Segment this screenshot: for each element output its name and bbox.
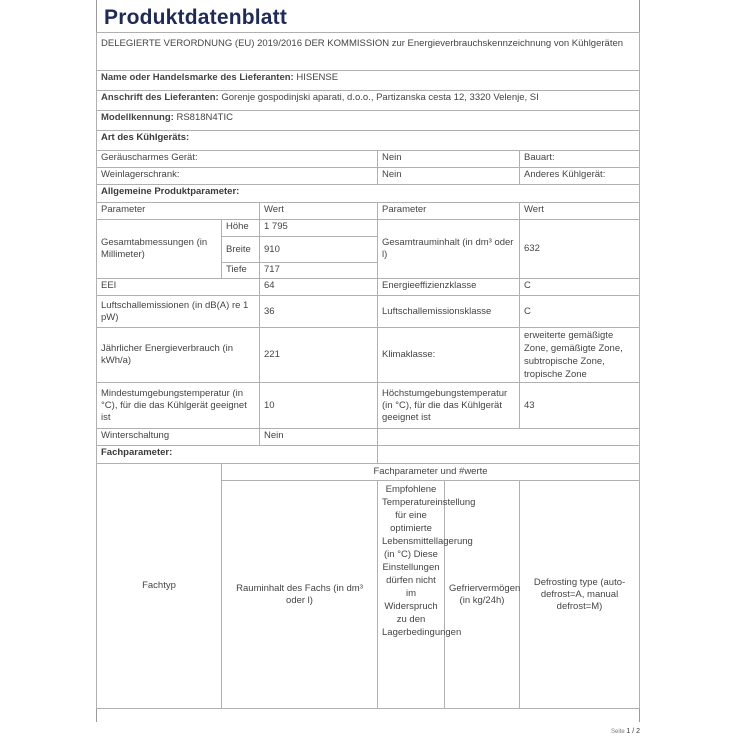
page-title: Produktdatenblatt <box>104 6 288 29</box>
depth-value: 717 <box>260 263 378 279</box>
head-param: Parameter <box>378 203 520 220</box>
address-row <box>97 91 640 111</box>
param-label: Höchstumgebungstemperatur (in °C), für die das Kühlgerät geeignet ist <box>378 383 520 429</box>
regulation-text: DELEGIERTE VERORDNUNG (EU) 2019/2016 DER KOMMISSION zur Energieverbrauchskennzeichnung von Kühlgeräten <box>97 33 640 71</box>
type-label: Weinlagerschrank: <box>97 168 378 185</box>
type-value: Nein <box>378 168 520 185</box>
param-label: Luftschallemissionen (in dB(A) re 1 pW) <box>97 296 260 328</box>
address-label: Anschrift des Lieferanten: <box>101 92 219 103</box>
param-label: Luftschallemissionsklasse <box>378 296 520 328</box>
param-label: Jährlicher Energieverbrauch (in kWh/a) <box>97 328 260 383</box>
volume-label: Gesamtrauminhalt (in dm³ oder l) <box>378 220 520 279</box>
fach-col-temp: Empfohlene Temperatureinstellung für eine optimierte Lebensmittellagerung (in °C) Diese Einstellungen dürfen nicht im Widerspruch zu den Lagerbedingungen <box>378 481 445 709</box>
winter-label: Winterschaltung <box>97 429 260 446</box>
model-value: RS818N4TIC <box>176 112 233 123</box>
param-value: erweiterte gemäßigte Zone, gemäßigte Zone, subtropische Zone, tropische Zone <box>520 328 640 383</box>
volume-value: 632 <box>520 220 640 279</box>
param-label: Mindestumgebungstemperatur (in °C), für die das Kühlgerät geeignet ist <box>97 383 260 429</box>
param-label: Klimaklasse: <box>378 328 520 383</box>
param-label: Energieeffizienzklasse <box>378 279 520 296</box>
type-section-heading: Art des Kühlgeräts: <box>97 131 640 151</box>
general-section-heading: Allgemeine Produktparameter: <box>97 185 640 203</box>
footer-prefix: Seite <box>611 729 625 735</box>
datasheet-table <box>96 32 640 709</box>
param-value: 64 <box>260 279 378 296</box>
param-value: C <box>520 279 640 296</box>
fach-col-type: Fachtyp <box>97 464 222 709</box>
fach-group-header: Fachparameter und #werte <box>222 464 640 481</box>
empty-cell <box>378 446 640 464</box>
address-value: Gorenje gospodinjski aparati, d.o.o., Partizanska cesta 12, 3320 Velenje, SI <box>221 92 539 103</box>
param-value: 10 <box>260 383 378 429</box>
supplier-row <box>97 71 640 91</box>
head-value: Wert <box>520 203 640 220</box>
fach-section-heading: Fachparameter: <box>97 446 378 464</box>
height-value: 1 795 <box>260 220 378 237</box>
winter-value: Nein <box>260 429 378 446</box>
fach-col-volume: Rauminhalt des Fachs (in dm³ oder l) <box>222 481 378 709</box>
depth-label: Tiefe <box>222 263 260 279</box>
param-value: 36 <box>260 296 378 328</box>
page-footer <box>611 728 640 735</box>
param-label: EEI <box>97 279 260 296</box>
width-value: 910 <box>260 237 378 263</box>
head-param: Parameter <box>97 203 260 220</box>
type-label: Geräuscharmes Gerät: <box>97 151 378 168</box>
fach-col-freeze: Gefriervermögen (in kg/24h) <box>445 481 520 709</box>
supplier-value: HISENSE <box>296 72 339 83</box>
fach-col-defrost: Defrosting type (auto-defrost=A, manual defrost=M) <box>520 481 640 709</box>
param-value: C <box>520 296 640 328</box>
page-number: 1 / 2 <box>626 728 640 735</box>
param-value: 43 <box>520 383 640 429</box>
model-row <box>97 111 640 131</box>
head-value: Wert <box>260 203 378 220</box>
param-value: 221 <box>260 328 378 383</box>
type-label: Bauart: <box>520 151 640 168</box>
type-value: Nein <box>378 151 520 168</box>
model-label: Modellkennung: <box>101 112 174 123</box>
empty-cell <box>378 429 640 446</box>
height-label: Höhe <box>222 220 260 237</box>
type-label: Anderes Kühlgerät: <box>520 168 640 185</box>
supplier-label: Name oder Handelsmarke des Lieferanten: <box>101 72 294 83</box>
width-label: Breite <box>222 237 260 263</box>
dims-label: Gesamtabmessungen (in Millimeter) <box>97 220 222 279</box>
